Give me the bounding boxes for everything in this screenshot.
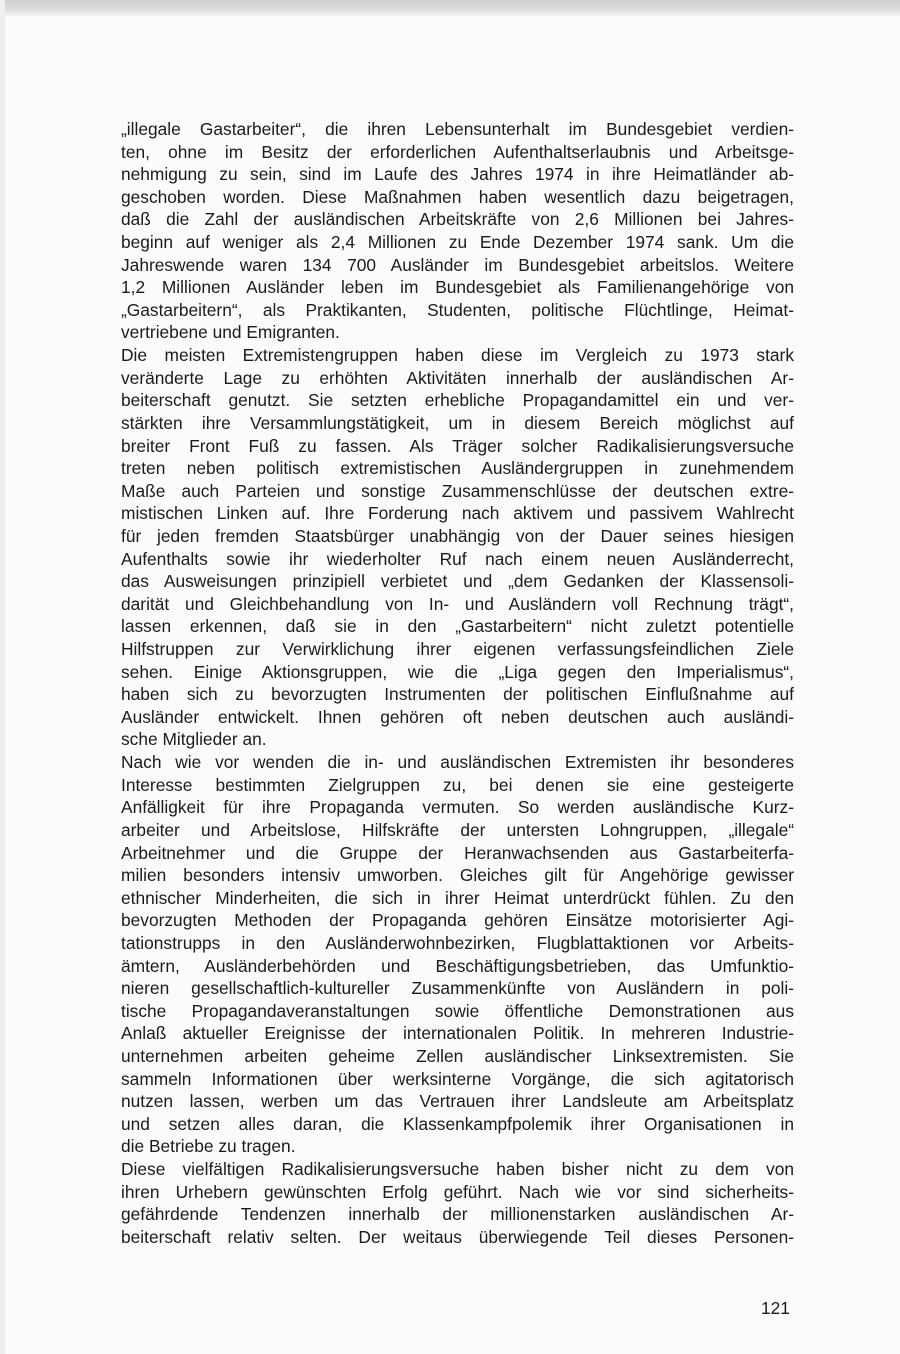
paragraph bbox=[121, 1158, 794, 1248]
text-line: mistischen Linken auf. Ihre Forderung nach aktivem und passivem Wahlrecht bbox=[121, 503, 794, 524]
paragraph bbox=[121, 751, 794, 1158]
text-line: sche Mitglieder an. bbox=[121, 729, 267, 750]
text-line: „illegale Gastarbeiter“, die ihren Lebensunterhalt im Bundesgebiet verdien- bbox=[121, 119, 794, 139]
text-line: Ausländer entwickelt. Ihnen gehören oft neben deutschen auch ausländi- bbox=[121, 706, 794, 727]
text-line: lassen erkennen, daß sie in den „Gastarbeitern“ nicht zuletzt potentielle bbox=[121, 616, 794, 637]
text-line: breiter Front Fuß zu fassen. Als Träger solcher Radikalisierungsversuche bbox=[121, 435, 794, 456]
text-line: tationstrupps in den Ausländerwohnbezirken, Flugblattaktionen vor Arbeits- bbox=[121, 932, 794, 953]
text-line: vertriebene und Emigranten. bbox=[121, 322, 340, 343]
text-line: veränderte Lage zu erhöhten Aktivitäten innerhalb der ausländischen Ar- bbox=[121, 367, 794, 388]
text-line: ethnischer Minderheiten, die sich in ihrer Heimat unterdrückt fühlen. Zu den bbox=[121, 887, 794, 908]
text-line: darität und Gleichbehandlung von In- und Ausländern voll Rechnung trägt“, bbox=[121, 593, 794, 614]
text-line: „Gastarbeitern“, als Praktikanten, Studenten, politische Flüchtlinge, Heimat- bbox=[121, 299, 794, 320]
text-line: milien besonders intensiv umworben. Gleiches gilt für Angehörige gewisser bbox=[121, 865, 794, 886]
body-text bbox=[121, 118, 794, 1248]
paragraph bbox=[121, 118, 794, 344]
text-line: arbeiter und Arbeitslose, Hilfskräfte der untersten Lohngruppen, „illegale“ bbox=[121, 819, 794, 840]
text-line: Anlaß aktueller Ereignisse der internationalen Politik. In mehreren Industrie- bbox=[121, 1023, 794, 1044]
text-line: beiterschaft relativ selten. Der weitaus überwiegende Teil dieses Personen- bbox=[121, 1226, 794, 1247]
text-line: Aufenthalts sowie ihr wiederholter Ruf nach einem neuen Ausländerrecht, bbox=[121, 548, 794, 569]
text-line: sehen. Einige Aktionsgruppen, wie die „Liga gegen den Imperialismus“, bbox=[121, 661, 794, 682]
text-line: und setzen alles daran, die Klassenkampfpolemik ihrer Organisationen in bbox=[121, 1113, 794, 1134]
text-line: das Ausweisungen prinzipiell verbietet und „dem Gedanken der Klassensoli- bbox=[121, 571, 794, 592]
text-line: ten, ohne im Besitz der erforderlichen Aufenthaltserlaubnis und Arbeitsge- bbox=[121, 141, 794, 162]
text-line: haben sich zu bevorzugten Instrumenten der politischen Einflußnahme auf bbox=[121, 684, 794, 705]
text-line: nehmigung zu sein, sind im Laufe des Jahres 1974 in ihre Heimatländer ab- bbox=[121, 164, 794, 185]
text-line: sammeln Informationen über werksinterne Vorgänge, die sich agitatorisch bbox=[121, 1068, 794, 1089]
text-line: bevorzugten Methoden der Propaganda gehören Einsätze motorisierter Agi- bbox=[121, 910, 794, 931]
text-line: Interesse bestimmten Zielgruppen zu, bei denen sie eine gesteigerte bbox=[121, 774, 794, 795]
paragraph bbox=[121, 344, 794, 751]
text-line: Maße auch Parteien und sonstige Zusammenschlüsse der deutschen extre- bbox=[121, 480, 794, 501]
text-line: beiterschaft genutzt. Sie setzten erhebliche Propagandamittel ein und ver- bbox=[121, 390, 794, 411]
text-line: geschoben worden. Diese Maßnahmen haben wesentlich dazu beigetragen, bbox=[121, 186, 794, 207]
text-line: Hilfstruppen zur Verwirklichung ihrer eigenen verfassungsfeindlichen Ziele bbox=[121, 639, 794, 660]
text-line: ämtern, Ausländerbehörden und Beschäftigungsbetrieben, das Umfunktio- bbox=[121, 955, 794, 976]
text-line: nutzen lassen, werben um das Vertrauen ihrer Landsleute am Arbeitsplatz bbox=[121, 1091, 794, 1112]
text-line: unternehmen arbeiten geheime Zellen ausländischer Linksextremisten. Sie bbox=[121, 1045, 794, 1066]
text-line: beginn auf weniger als 2,4 Millionen zu Ende Dezember 1974 sank. Um die bbox=[121, 232, 794, 253]
text-line: Jahreswende waren 134 700 Ausländer im Bundesgebiet arbeitslos. Weitere bbox=[121, 254, 794, 275]
scan-top-shadow bbox=[0, 0, 900, 16]
text-line: ihren Urhebern gewünschten Erfolg geführt. Nach wie vor sind sicherheits- bbox=[121, 1181, 794, 1202]
text-line: Die meisten Extremistengruppen haben diese im Vergleich zu 1973 stark bbox=[121, 345, 794, 366]
text-line: 1,2 Millionen Ausländer leben im Bundesgebiet als Familienangehörige von bbox=[121, 277, 794, 298]
text-line: tische Propagandaveranstaltungen sowie öffentliche Demonstrationen aus bbox=[121, 1000, 794, 1021]
text-line: für jeden fremden Staatsbürger unabhängig von der Dauer seines hiesigen bbox=[121, 525, 794, 546]
text-line: Diese vielfältigen Radikalisierungsversuche haben bisher nicht zu dem von bbox=[121, 1159, 794, 1180]
text-line: nieren gesellschaftlich-kultureller Zusammenkünfte von Ausländern in poli- bbox=[121, 978, 794, 999]
text-line: stärkten ihre Versammlungstätigkeit, um in diesem Bereich möglichst auf bbox=[121, 412, 794, 433]
text-line: gefährdende Tendenzen innerhalb der millionenstarken ausländischen Ar- bbox=[121, 1204, 794, 1225]
text-line: daß die Zahl der ausländischen Arbeitskräfte von 2,6 Millionen bei Jahres- bbox=[121, 209, 794, 230]
text-line: Arbeitnehmer und die Gruppe der Heranwachsenden aus Gastarbeiterfa- bbox=[121, 842, 794, 863]
page-number: 121 bbox=[761, 1298, 790, 1318]
text-line: Nach wie vor wenden die in- und ausländischen Extremisten ihr besonderes bbox=[121, 752, 794, 773]
text-line: treten neben politisch extremistischen Ausländergruppen in zunehmendem bbox=[121, 458, 794, 479]
text-line: Anfälligkeit für ihre Propaganda vermuten. So werden ausländische Kurz- bbox=[121, 797, 794, 818]
scan-left-edge bbox=[0, 0, 5, 1354]
text-line: die Betriebe zu tragen. bbox=[121, 1136, 296, 1157]
